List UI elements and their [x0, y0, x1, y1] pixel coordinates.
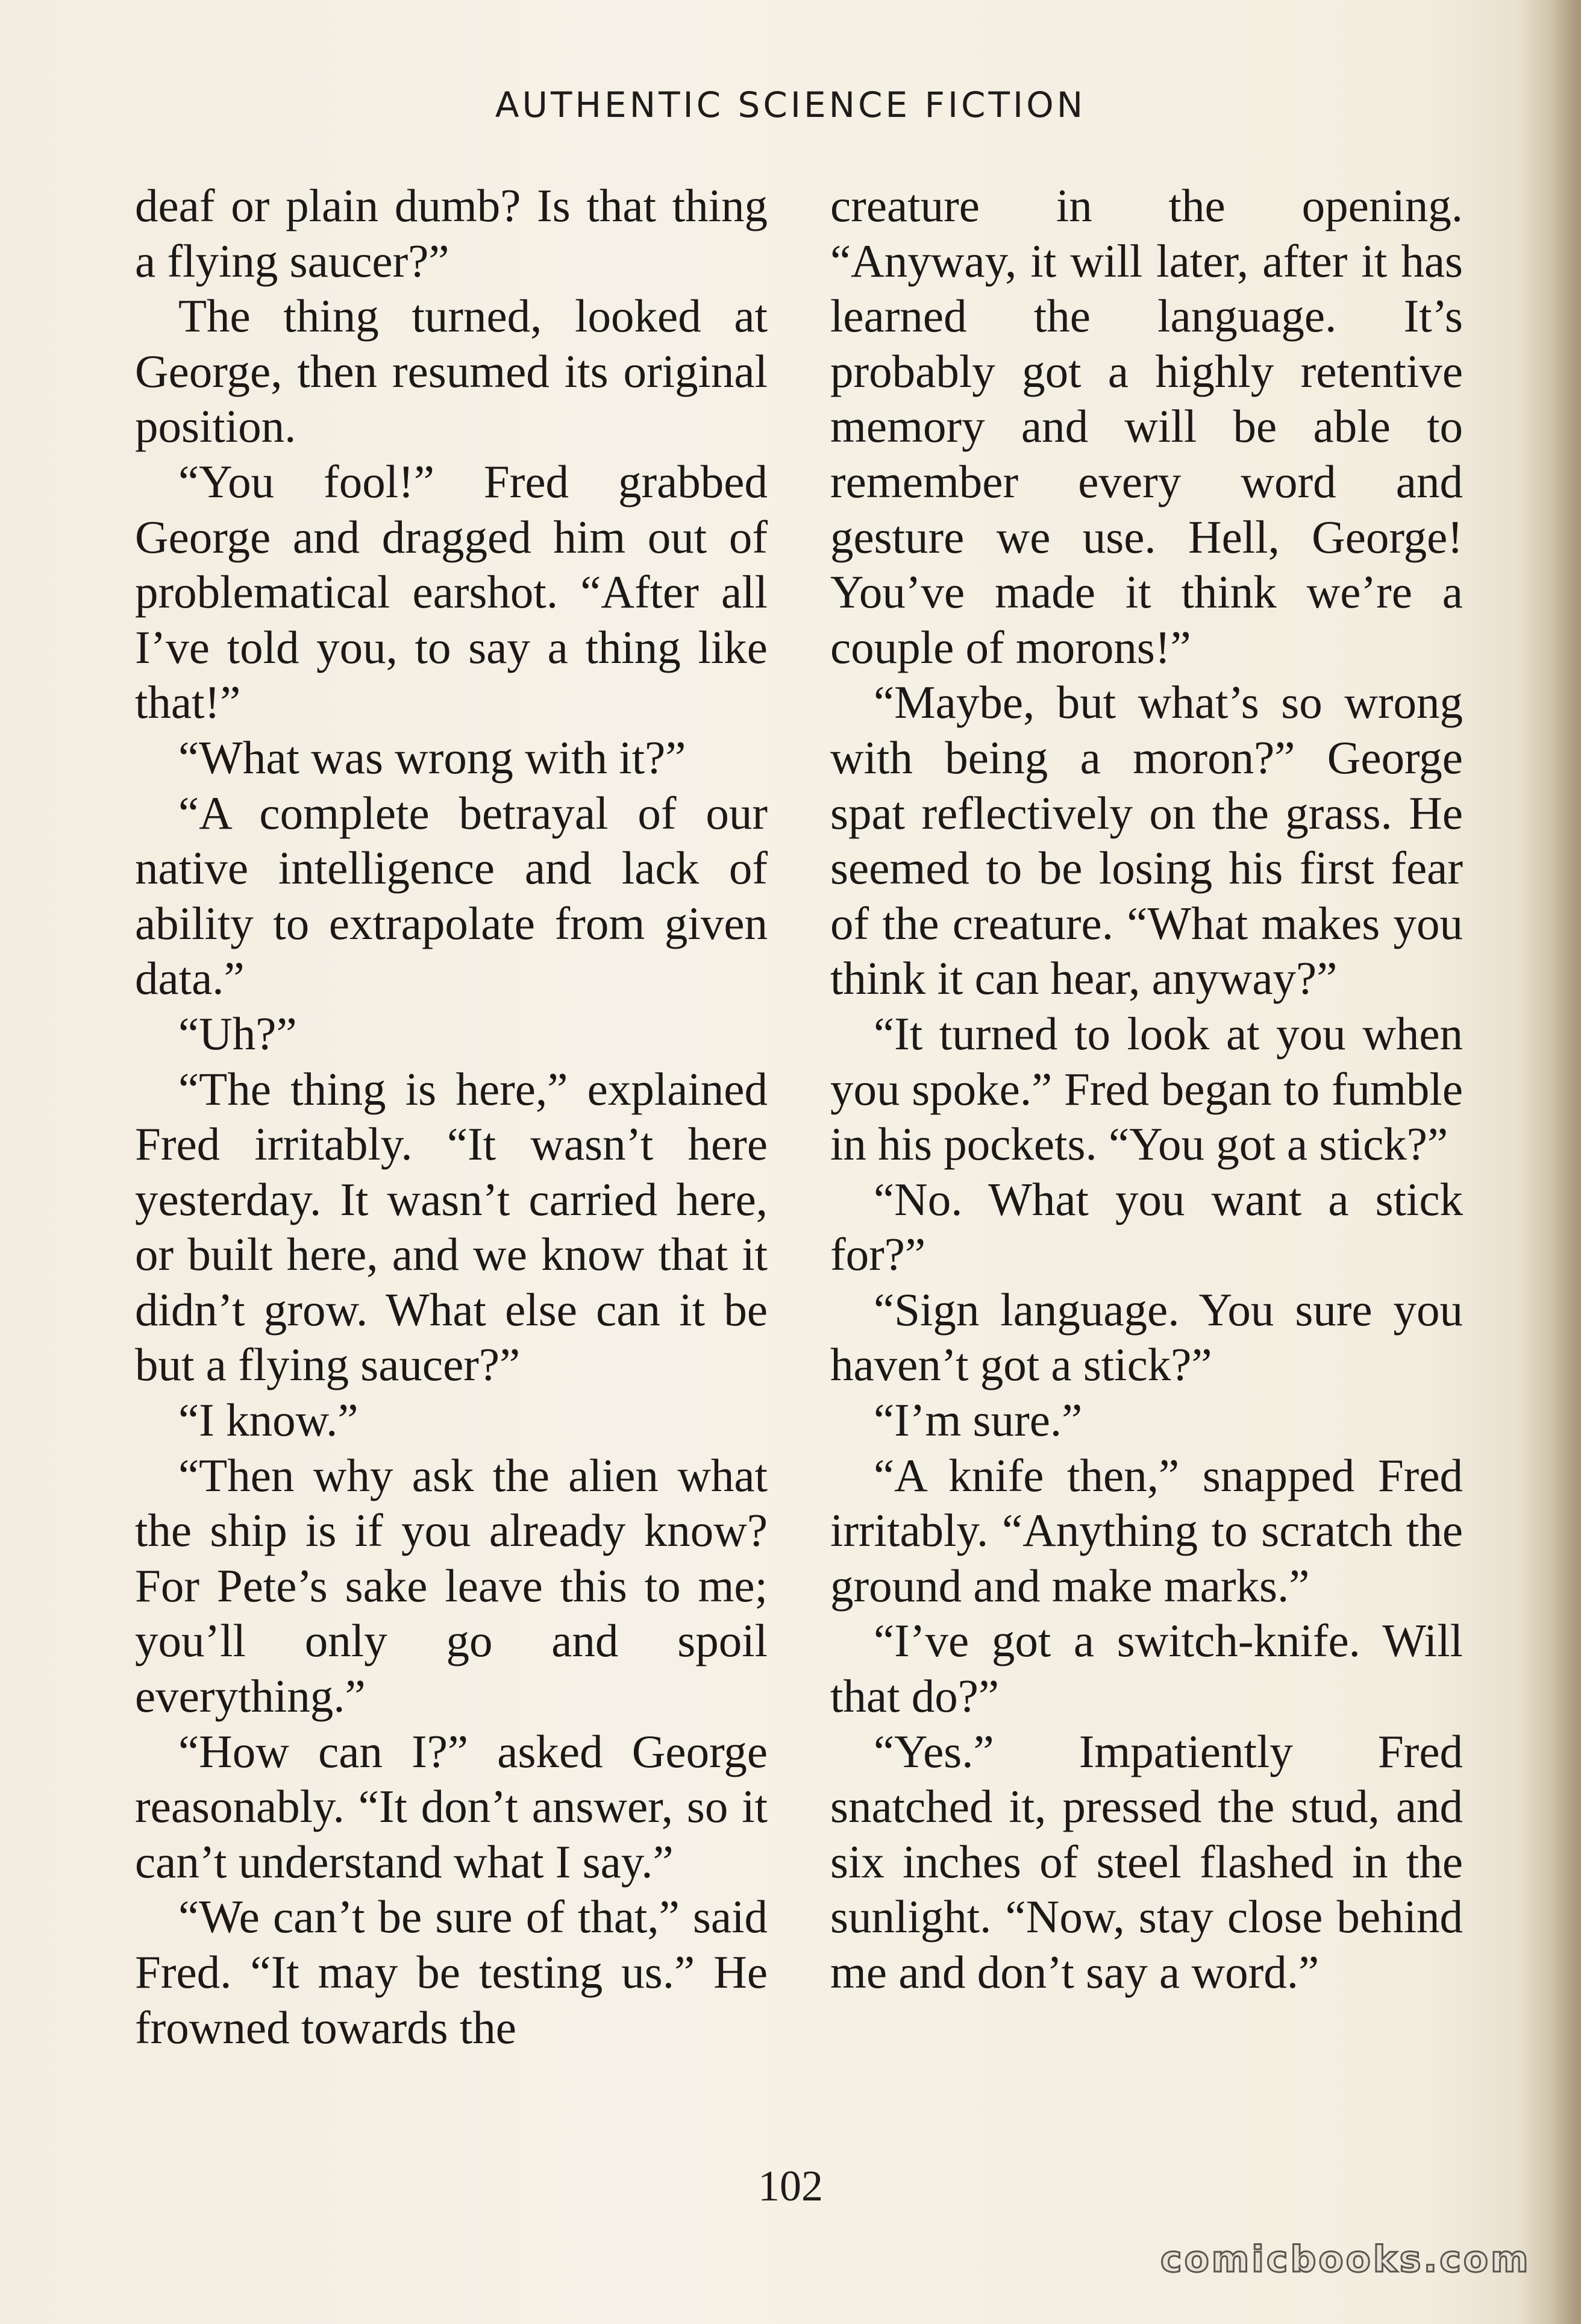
paragraph: “You fool!” Fred grabbed George and dragged him out of problematical earshot. “After all I’ve told you, to say a thing like that!”: [135, 455, 768, 729]
paragraph: “Yes.” Impatiently Fred snatched it, pressed the stud, and six inches of steel flashed in the sunlight. “Now, stay close behind me and don’t say a word.”: [830, 1725, 1463, 1998]
paragraph: “It turned to look at you when you spoke.” Fred began to fumble in his pockets. “You got a stick?”: [830, 1007, 1463, 1170]
paragraph: “Maybe, but what’s so wrong with being a moron?” George spat reflectively on the grass. He seemed to be losing his first fear of the creature. “What makes you think it can hear, anyway?”: [830, 676, 1463, 1005]
paragraph: “I’m sure.”: [874, 1394, 1083, 1446]
paragraph: “No. What you want a stick for?”: [830, 1173, 1463, 1281]
paragraph: “We can’t be sure of that,” said Fred. “It may be testing us.” He frowned towards the: [135, 1891, 768, 2053]
left-column: [135, 178, 768, 2055]
paragraph: The thing turned, looked at George, then resumed its original position.: [135, 290, 768, 453]
paragraph: “What was wrong with it?”: [178, 731, 686, 784]
paragraph: deaf or plain dumb? Is that thing a flying saucer?”: [135, 180, 768, 287]
watermark-logo: comicbooks.com: [1160, 2238, 1531, 2281]
paragraph: “Sign language. You sure you haven’t got a stick?”: [830, 1283, 1463, 1391]
page-edge-shadow: [1552, 0, 1581, 2324]
paragraph: “I know.”: [178, 1394, 358, 1446]
page-number: 102: [758, 2162, 823, 2210]
paragraph: “Uh?”: [178, 1007, 297, 1060]
paragraph: “A complete betrayal of our native intelligence and lack of ability to extrapolate from given data.”: [135, 787, 768, 1005]
running-head: AUTHENTIC SCIENCE FICTION: [495, 84, 1086, 125]
paragraph: “The thing is here,” explained Fred irritably. “It wasn’t here yesterday. It wasn’t carried here, or built here, and we know that it didn’t grow. What else can it be but a flying saucer?”: [135, 1063, 768, 1391]
paragraph: creature in the opening. “Anyway, it will later, after it has learned the language. It’s probably got a highly retentive memory and will be able to remember every word and gesture we use. Hell, George! You’ve made it think we’re a couple of morons!”: [830, 180, 1463, 673]
paragraph: “Then why ask the alien what the ship is if you already know? For Pete’s sake leave this to me; you’ll only go and spoil everything.”: [135, 1449, 768, 1723]
paragraph: “A knife then,” snapped Fred irritably. “Anything to scratch the ground and make marks.”: [830, 1449, 1463, 1612]
right-column: [830, 178, 1463, 2000]
paragraph: “I’ve got a switch-knife. Will that do?”: [830, 1615, 1463, 1723]
paragraph: “How can I?” asked George reasonably. “It don’t answer, so it can’t understand what I say.”: [135, 1725, 768, 1888]
